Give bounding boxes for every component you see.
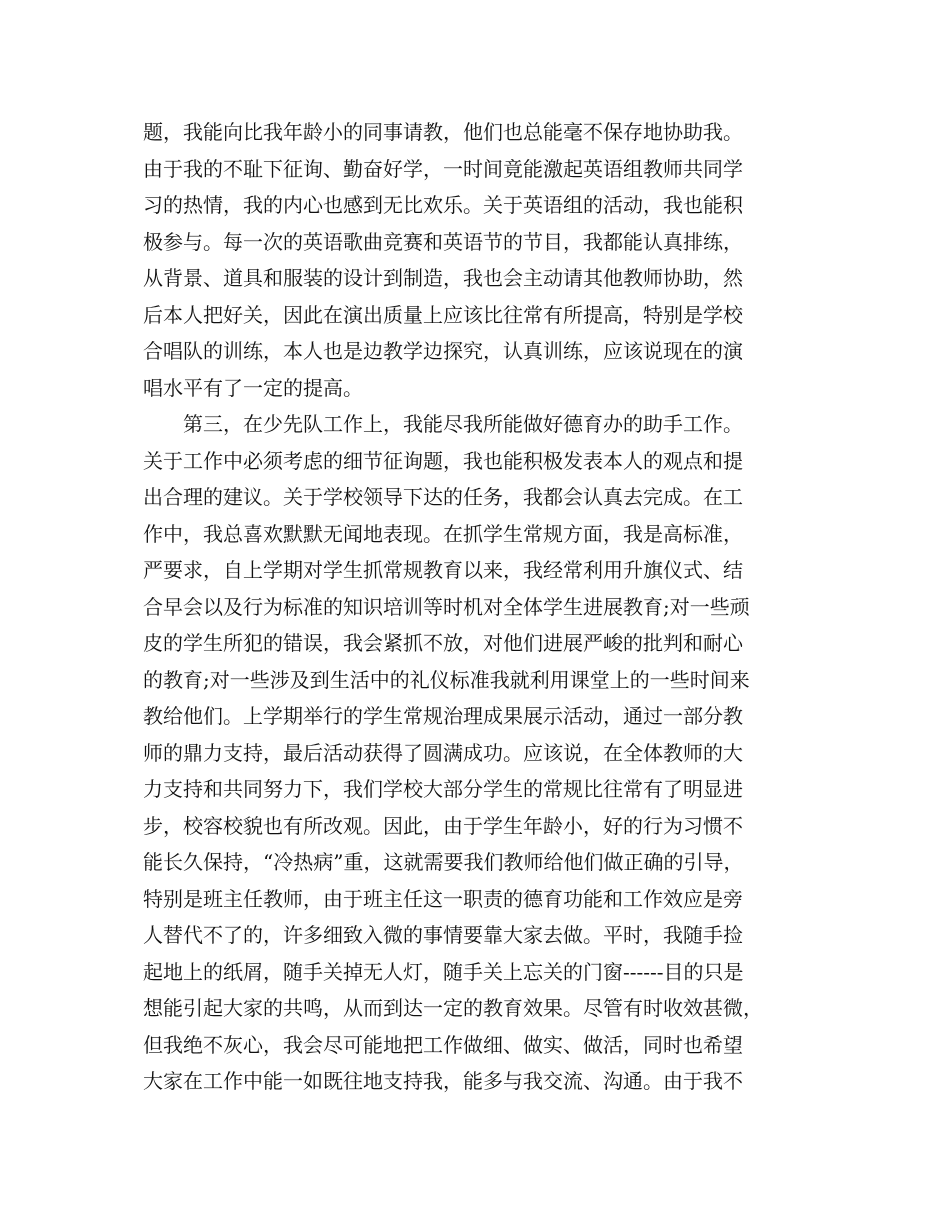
text-line: 教给他们。上学期举行的学生常规治理成果展示活动，通过一部分教 — [143, 704, 743, 728]
text-line: 但我绝不灰心，我会尽可能地把工作做细、做实、做活，同时也希望 — [143, 1032, 743, 1057]
text-line: 人替代不了的，许多细致入微的事情要靠大家去做。平时，我随手捡 — [143, 923, 743, 947]
text-line: 能长久保持，“冷热病”重，这就需要我们教师给他们做正确的引导， — [143, 850, 744, 874]
text-line: 的教育;对一些涉及到生活中的礼仪标准我就利用课堂上的一些时间来 — [143, 667, 750, 692]
text-line: 严要求，自上学期对学生抓常规教育以来，我经常利用升旗仪式、结 — [143, 558, 743, 582]
text-line: 师的鼎力支持，最后活动获得了圆满成功。应该说，在全体教师的大 — [143, 740, 743, 765]
text-line: 特别是班主任教师，由于班主任这一职责的德育功能和工作效应是旁 — [143, 886, 743, 911]
text-line: 由于我的不耻下征询、勤奋好学，一时间竟能激起英语组教师共同学 — [143, 156, 743, 181]
text-line: 习的热情，我的内心也感到无比欢乐。关于英语组的活动，我也能积 — [143, 193, 743, 217]
text-line: 出合理的建议。关于学校领导下达的任务，我都会认真去完成。在工 — [143, 485, 743, 509]
text-line: 作中，我总喜欢默默无闻地表现。在抓学生常规方面，我是高标准， — [143, 521, 743, 546]
text-line: 步，校容校貌也有所改观。因此，由于学生年龄小，好的行为习惯不 — [143, 813, 743, 838]
text-line: 后本人把好关，因此在演出质量上应该比往常有所提高，特别是学校 — [143, 302, 743, 327]
text-line: 合早会以及行为标准的知识培训等时机对全体学生进展教育;对一些顽 — [143, 594, 750, 619]
text-line: 极参与。每一次的英语歌曲竞赛和英语节的节目，我都能认真排练， — [143, 229, 743, 254]
text-line: 起地上的纸屑，随手关掉无人灯，随手关上忘关的门窗------目的只是 — [143, 959, 744, 984]
text-line: 题，我能向比我年龄小的同事请教，他们也总能毫不保存地协助我。 — [143, 120, 743, 144]
text-line: 从背景、道具和服装的设计到制造，我也会主动请其他教师协助，然 — [143, 266, 743, 290]
text-line: 关于工作中必须考虑的细节征询题，我也能积极发表本人的观点和提 — [143, 448, 743, 473]
text-line: 大家在工作中能一如既往地支持我，能多与我交流、沟通。由于我不 — [143, 1069, 743, 1093]
text-line: 想能引起大家的共鸣，从而到达一定的教育效果。尽管有时收效甚微， — [143, 996, 763, 1020]
text-line: 皮的学生所犯的错误，我会紧抓不放，对他们进展严峻的批判和耐心 — [143, 631, 743, 655]
text-line: 力支持和共同努力下，我们学校大部分学生的常规比往常有了明显进 — [143, 777, 743, 801]
document-body — [143, 114, 823, 1100]
paragraph-start-line: 第三，在少先队工作上，我能尽我所能做好德育办的助手工作。 — [183, 412, 743, 436]
text-line: 合唱队的训练，本人也是边教学边探究，认真训练，应该说现在的演 — [143, 339, 743, 363]
text-line: 唱水平有了一定的提高。 — [143, 375, 363, 400]
